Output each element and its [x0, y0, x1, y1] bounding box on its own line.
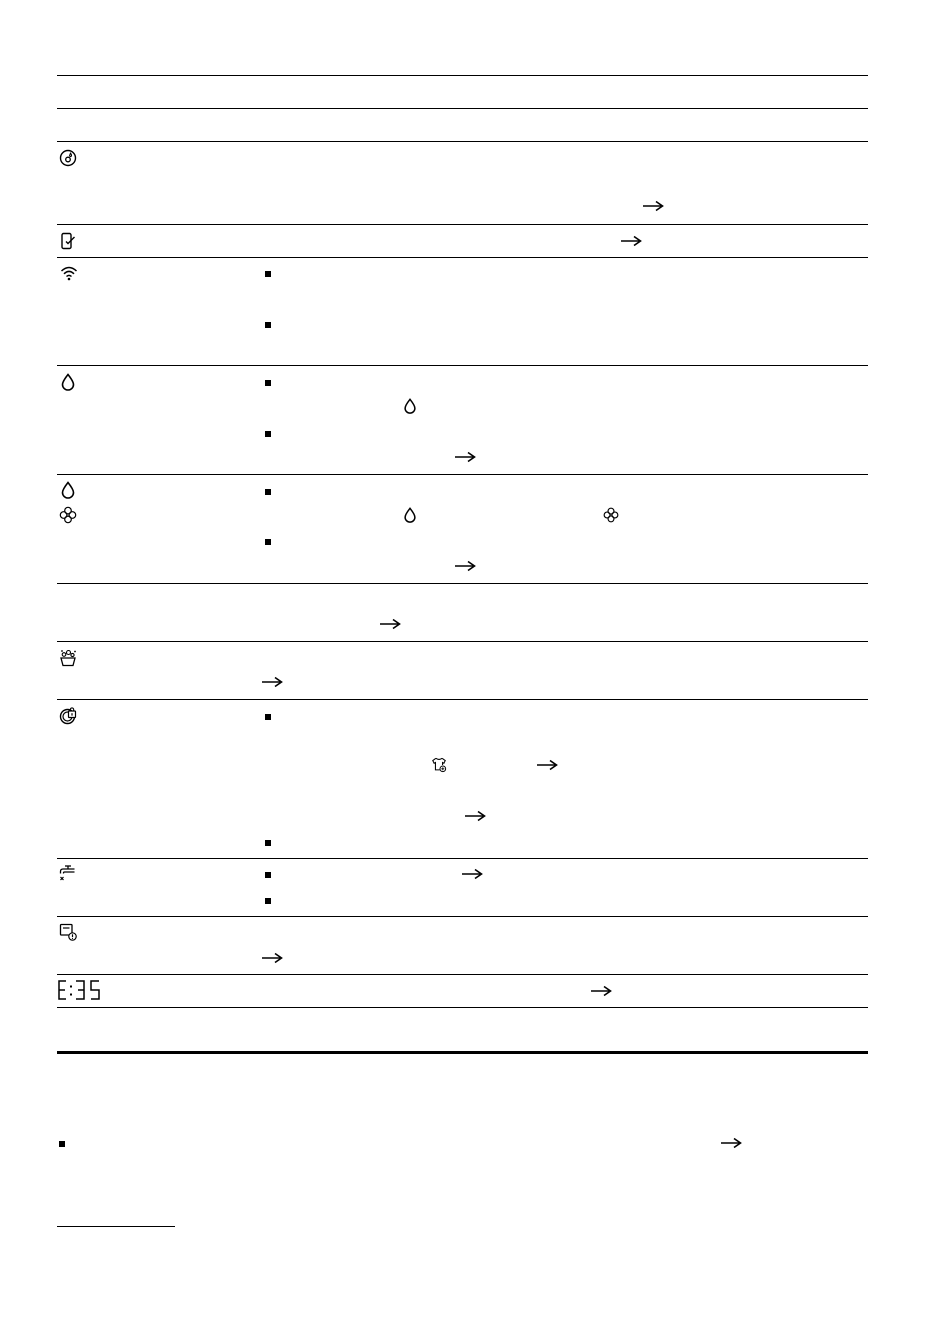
reference-arrow-icon	[720, 1137, 742, 1149]
reference-arrow-icon	[461, 868, 483, 880]
reference-arrow-icon	[536, 759, 558, 771]
door-lock-icon	[59, 707, 77, 725]
table-rule	[57, 916, 868, 917]
reference-arrow-icon	[464, 810, 486, 822]
table-rule	[57, 974, 868, 975]
list-bullet	[265, 322, 271, 328]
table-rule	[57, 257, 868, 258]
error-code-display	[57, 979, 102, 1001]
drawer-warning-icon	[59, 923, 77, 941]
table-rule	[57, 583, 868, 584]
detergent-drop-icon	[59, 481, 77, 499]
table-rule	[57, 141, 868, 142]
detergent-drop-icon	[59, 373, 77, 391]
table-rule-top	[57, 75, 868, 76]
detergent-drop-icon	[402, 507, 418, 523]
list-bullet	[265, 271, 271, 277]
table-rule	[57, 1007, 868, 1008]
list-bullet	[265, 872, 271, 878]
list-bullet	[265, 539, 271, 545]
softener-flower-icon	[603, 507, 619, 523]
list-bullet	[265, 714, 271, 720]
section-rule	[57, 1051, 868, 1054]
list-bullet	[265, 489, 271, 495]
wifi-icon	[60, 264, 78, 282]
softener-flower-icon	[59, 506, 77, 524]
detergent-drop-icon	[402, 398, 418, 414]
reference-arrow-icon	[590, 985, 612, 997]
reference-arrow-icon	[642, 200, 664, 212]
table-rule-header	[57, 108, 868, 109]
table-rule	[57, 365, 868, 366]
reference-arrow-icon	[454, 451, 476, 463]
footnote-separator	[57, 1226, 175, 1227]
reference-arrow-icon	[620, 235, 642, 247]
drum-clean-icon	[59, 149, 77, 167]
reference-arrow-icon	[379, 618, 401, 630]
reference-arrow-icon	[454, 560, 476, 572]
list-bullet	[265, 380, 271, 386]
table-rule	[57, 641, 868, 642]
list-bullet	[265, 431, 271, 437]
list-bullet	[265, 840, 271, 846]
reference-arrow-icon	[261, 952, 283, 964]
water-tap-icon	[58, 864, 76, 882]
table-rule	[57, 858, 868, 859]
table-rule	[57, 474, 868, 475]
add-laundry-shirt-icon	[431, 757, 447, 773]
phone-connect-icon	[59, 232, 77, 250]
table-rule	[57, 224, 868, 225]
list-bullet	[59, 1141, 65, 1147]
reference-arrow-icon	[261, 676, 283, 688]
basket-foam-icon	[59, 649, 77, 667]
table-rule	[57, 699, 868, 700]
list-bullet	[265, 898, 271, 904]
